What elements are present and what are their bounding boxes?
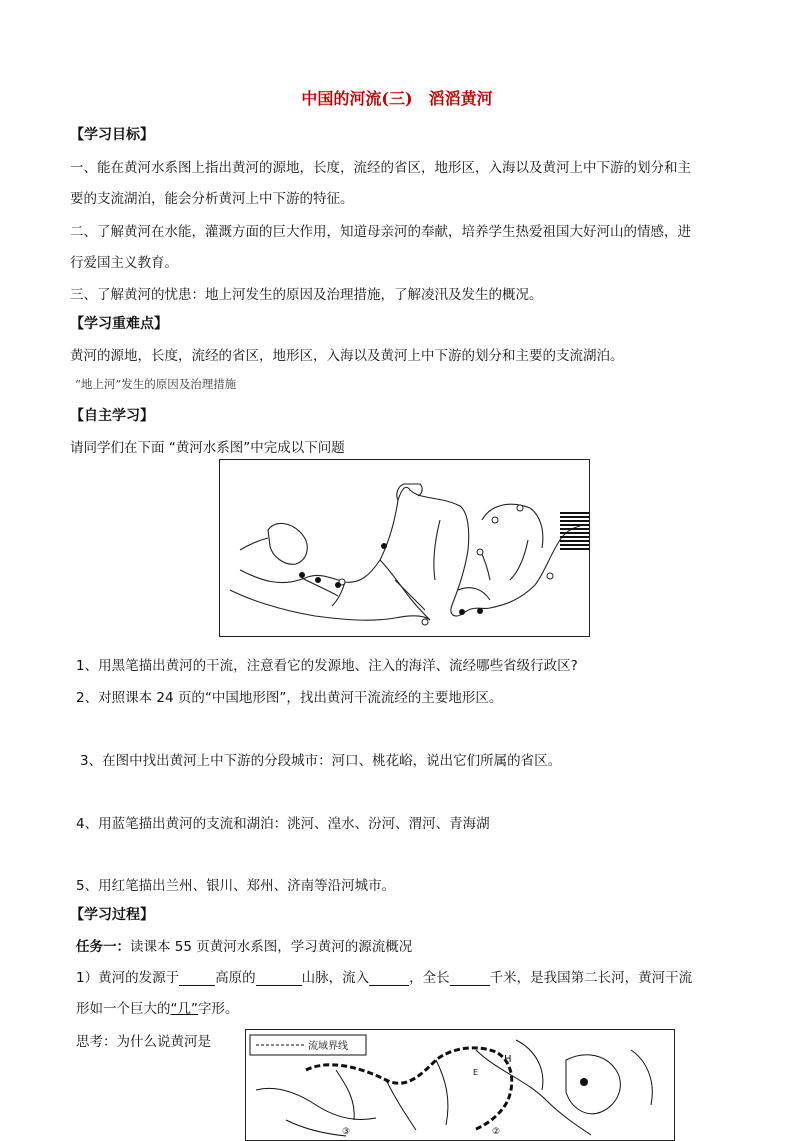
fill-text-d: ，全长 [409, 970, 450, 986]
basin-mark-2: ② [492, 1127, 501, 1137]
basin-legend-label: 流域界线 [308, 1041, 348, 1052]
fill-text-c: 山脉，流入 [301, 970, 370, 986]
question-4: 4、用蓝笔描出黄河的支流和湖泊：洮河、湟水、汾河、渭河、青海湖 [76, 816, 490, 832]
fill-text-a: 1）黄河的发源于 [76, 970, 180, 986]
task1-text: 读课本 55 页黄河水系图，学习黄河的源流概况 [130, 939, 413, 955]
fill-text-b: 高原的 [215, 970, 256, 986]
hydro-station-symbols [299, 543, 483, 615]
basin-map [245, 1029, 675, 1141]
goal2-line2: 行爱国主义教育。 [70, 255, 178, 271]
fill-line2-text-c: 字形。 [198, 1001, 239, 1017]
blank-plateau[interactable] [179, 971, 215, 986]
yellow-river-map [219, 459, 590, 637]
goal3: 三、了解黄河的忧患：地上河发生的原因及治理措施，了解凌汛及发生的概况。 [70, 287, 543, 303]
question-2: 2、对照课本 24 页的“中国地形图”，找出黄河干流流经的主要地形区。 [76, 690, 503, 706]
task1 [76, 935, 412, 955]
question-5: 5、用红笔描出兰州、银川、郑州、济南等沿河城市。 [76, 878, 396, 894]
key-heading: 【学习重难点】 [70, 316, 168, 332]
river-main [240, 487, 580, 616]
blank-length[interactable] [450, 971, 490, 986]
fill-line-2 [76, 997, 239, 1017]
basin-map-drawing [246, 1030, 674, 1140]
goals-heading: 【学习目标】 [70, 127, 154, 143]
fill-text-e: 千米，是我国第二长河，黄河干流 [489, 970, 693, 986]
sea-stripes [560, 510, 589, 550]
question-1: 1、用黑笔描出黄河的干流，注意看它的发源地、注入的海洋、流经哪些省级行政区? [76, 658, 578, 674]
fill-line-1 [76, 966, 692, 986]
basin-mark-3: ③ [342, 1127, 351, 1137]
blank-mountain[interactable] [256, 971, 302, 986]
goal1-line1: 一、能在黄河水系图上指出黄河的源地，长度，流经的省区，地形区，入海以及黄河上中下游的划分和主 [70, 160, 691, 176]
goal1-line2: 要的支流湖泊，能会分析黄河上中下游的特征。 [70, 191, 354, 207]
lake-outline [268, 523, 307, 564]
think-prompt: 思考：为什么说黄河是 [76, 1034, 211, 1050]
basin-mark-e: E [473, 1068, 479, 1077]
page-title: 中国的河流(三) 滔滔黄河 [301, 89, 493, 108]
goal2-line1: 二、了解黄河在水能，灌溉方面的巨大作用，知道母亲河的奉献，培养学生热爱祖国大好河山的情感，进 [70, 224, 691, 240]
blank-sea[interactable] [369, 971, 409, 986]
self-heading: 【自主学习】 [70, 408, 154, 424]
yellow-river-map-drawing [220, 460, 589, 636]
key2: “地上河”发生的原因及治理措施 [75, 377, 237, 391]
self-intro: 请同学们在下面 “黄河水系图”中完成以下问题 [70, 440, 345, 456]
task1-label: 任务一： [76, 939, 130, 955]
fill-line2-text-a: 形如一个巨大的 [76, 1001, 171, 1017]
fill-line2-shape: “几” [170, 1001, 198, 1017]
basin-mark-h: H [504, 1054, 512, 1065]
process-heading: 【学习过程】 [70, 907, 154, 923]
question-3: 3、在图中找出黄河上中下游的分段城市：河口、桃花峪，说出它们所属的省区。 [80, 753, 562, 769]
key1: 黄河的源地，长度，流经的省区，地形区，入海以及黄河上中下游的划分和主要的支流湖泊。 [70, 348, 624, 364]
